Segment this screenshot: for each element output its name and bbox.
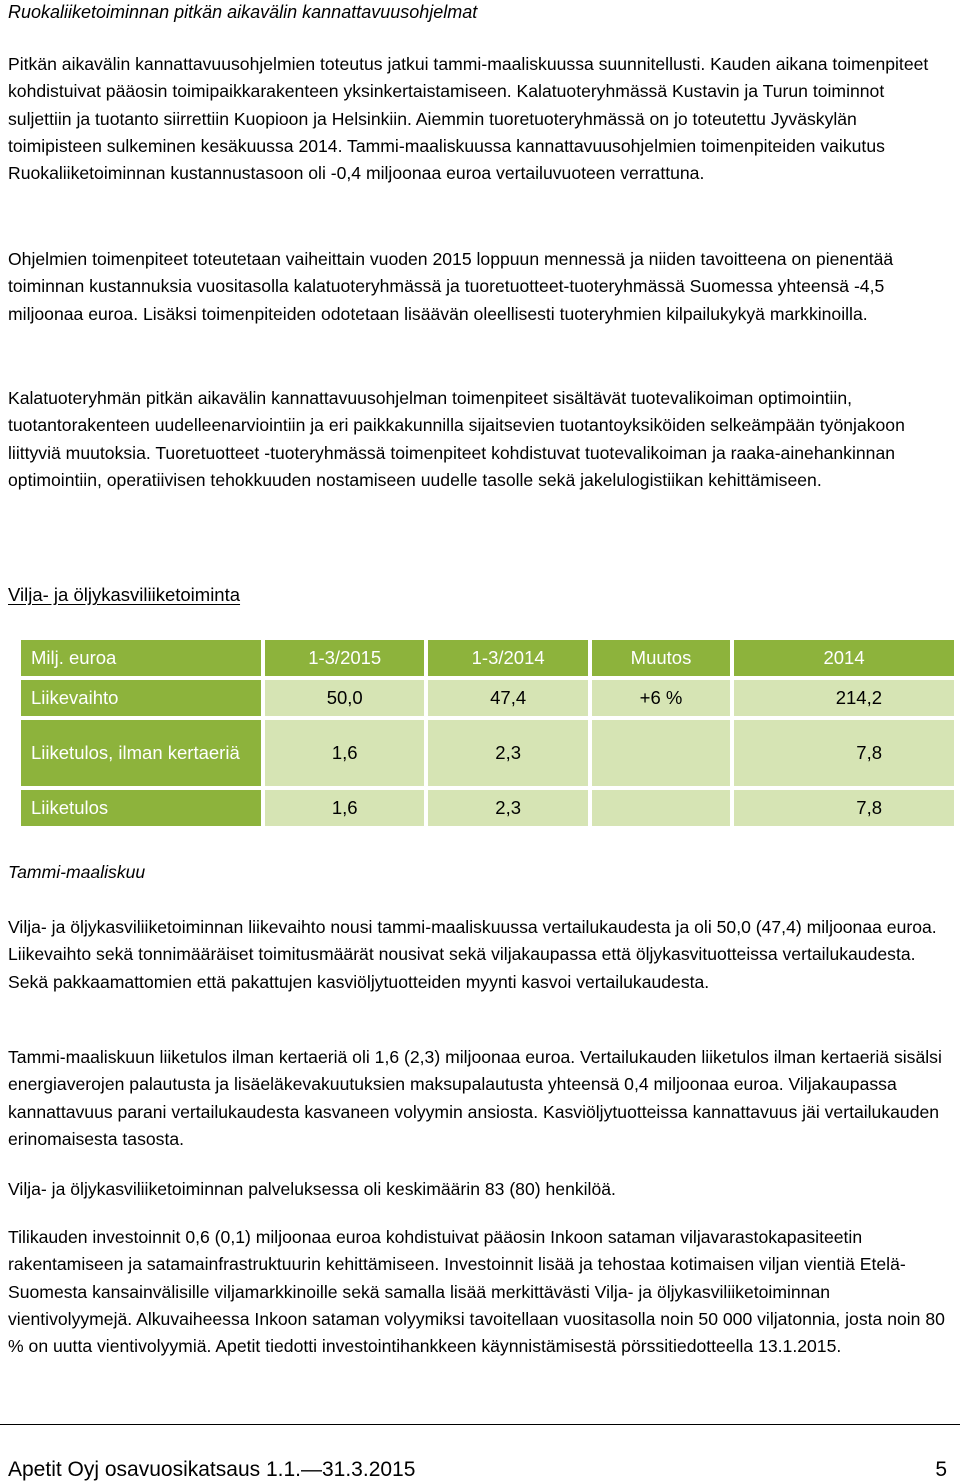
- subtitle: Tammi-maaliskuu: [8, 862, 146, 882]
- table-header-cell: 1-3/2015: [265, 640, 424, 676]
- footer-title: Apetit Oyj osavuosikatsaus 1.1.—31.3.2015: [8, 1458, 416, 1481]
- paragraph-program-progress: Pitkän aikavälin kannattavuusohjelmien toteutus jatkui tammi-maaliskuussa suunnitellusti. Kauden aikana toimenpiteet kohdistuivat pääosin toimipaikkarakenteen yksinkertaistamiseen. Kalatuoteryhmässä Kustavin ja Turun toiminnot suljettiin ja tuotanto siirrettiin Kuopioon ja Helsinkiin. Aiemmin tuoretuoteryhmässä on jo toteutettu Jyväskylän toimipisteen sulkeminen kesäkuussa 2014. Tammi-maaliskuussa kannattavuusohjelmien toimenpiteiden vaikutus Ruokaliiketoiminnan kustannustasoon oli -0,4 miljoonaa euroa vertailuvuoteen verrattuna.: [8, 54, 929, 184]
- section-title: Vilja- ja öljykasviliiketoiminta: [8, 584, 241, 605]
- table-cell: 2,3: [428, 790, 587, 826]
- paragraph-revenue: Vilja- ja öljykasviliiketoiminnan liikevaihto nousi tammi-maaliskuussa vertailukaudesta ja oli 50,0 (47,4) miljoonaa euroa. Liikevaihto sekä tonnimääräiset toimitusmäärät nousivat sekä viljakaupassa että öljykasvituotteissa vertailukaudesta. Sekä pakkaamattomien että pakattujen kasviöljytuotteiden myynti kasvoi vertailukaudesta.: [8, 917, 937, 992]
- row-label: Liiketulos: [21, 790, 261, 826]
- table-header-cell: Muutos: [592, 640, 730, 676]
- paragraph-program-goals: Ohjelmien toimenpiteet toteutetaan vaiheittain vuoden 2015 loppuun mennessä ja niiden tavoitteena on pienentää toiminnan kustannuksia vuositasolla kalatuoteryhmässä ja tuoretuotteet-tuoteryhmässä Suomessa yhteensä -4,5 miljoonaa euroa. Lisäksi toimenpiteiden odotetaan lisäävän oleellisesti tuoteryhmien kilpailukykyä markkinoilla.: [8, 249, 894, 324]
- financial-table: [17, 636, 958, 830]
- table-cell: [592, 790, 730, 826]
- section-heading: Ruokaliiketoiminnan pitkän aikavälin kannattavuusohjelmat: [8, 2, 478, 22]
- table-cell: 2,3: [428, 720, 587, 786]
- table-cell: 7,8: [734, 720, 954, 786]
- paragraph-fish-group: Kalatuoteryhmän pitkän aikavälin kannattavuusohjelman toimenpiteet sisältävät tuotevalikoiman optimointiin, tuotantorakenteen uudelleenarviointiin ja eri paikkakunnilla sijaitsevien tuotantoyksiköiden selkeämpään työnjakoon liittyviä muutoksia. Tuoretuotteet -tuoteryhmässä toimenpiteet kohdistuvat tuotevalikoiman ja raaka-ainehankinnan optimointiin, operatiivisen tehokkuuden nostamiseen uudelle tasolle sekä jakelulogistiikan kehittämiseen.: [8, 388, 905, 490]
- table-cell: +6 %: [592, 680, 730, 716]
- table-cell: 1,6: [265, 720, 424, 786]
- table-cell: [592, 720, 730, 786]
- row-label: Liikevaihto: [21, 680, 261, 716]
- page-number: 5: [935, 1458, 947, 1481]
- paragraph-personnel: Vilja- ja öljykasviliiketoiminnan palveluksessa oli keskimäärin 83 (80) henkilöä.: [8, 1179, 616, 1199]
- table-cell: 1,6: [265, 790, 424, 826]
- table-row: [21, 680, 954, 716]
- table-row: [21, 790, 954, 826]
- table-cell: 50,0: [265, 680, 424, 716]
- paragraph-operating-profit: Tammi-maaliskuun liiketulos ilman kertaeriä oli 1,6 (2,3) miljoonaa euroa. Vertailukauden liiketulos ilman kertaeriä sisälsi energiaverojen palautusta ja lisäeläkevakuutuksien maksupalautusta yhteensä 0,4 miljoonaa euroa. Viljakaupassa kannattavuus parani vertailukaudesta kasvaneen volyymin ansiosta. Kasviöljytuotteissa kannattavuus jäi vertailukauden erinomaisesta tasosta.: [8, 1047, 942, 1149]
- table-row: [21, 720, 954, 786]
- row-label: Liiketulos, ilman kertaeriä: [21, 720, 261, 786]
- table-header-cell: 1-3/2014: [428, 640, 587, 676]
- table-header-row: [21, 640, 954, 676]
- table-cell: 7,8: [734, 790, 954, 826]
- paragraph-investments: Tilikauden investoinnit 0,6 (0,1) miljoonaa euroa kohdistuivat pääosin Inkoon sataman viljavarastokapasiteetin rakentamiseen ja satamainfrastruktuurin kehittämiseen. Investoinnit lisää ja tehostaa kotimaisen viljan vientiä Etelä-Suomesta kansainvälisille viljamarkkinoille sekä samalla lisää merkittävästi Vilja- ja öljykasviliiketoiminnan vientivolyymejä. Alkuvaiheessa Inkoon sataman volyymiksi tavoitellaan vuositasolla noin 50 000 viljatonnia, josta noin 80 % on uutta vientivolyymiä. Apetit tiedotti investointihankkeen käynnistämisestä pörssitiedotteella 13.1.2015.: [8, 1227, 945, 1357]
- table-cell: 214,2: [734, 680, 954, 716]
- table-header-cell: 2014: [734, 640, 954, 676]
- footer-divider: [0, 1424, 960, 1425]
- table-cell: 47,4: [428, 680, 587, 716]
- table-header-cell: Milj. euroa: [21, 640, 261, 676]
